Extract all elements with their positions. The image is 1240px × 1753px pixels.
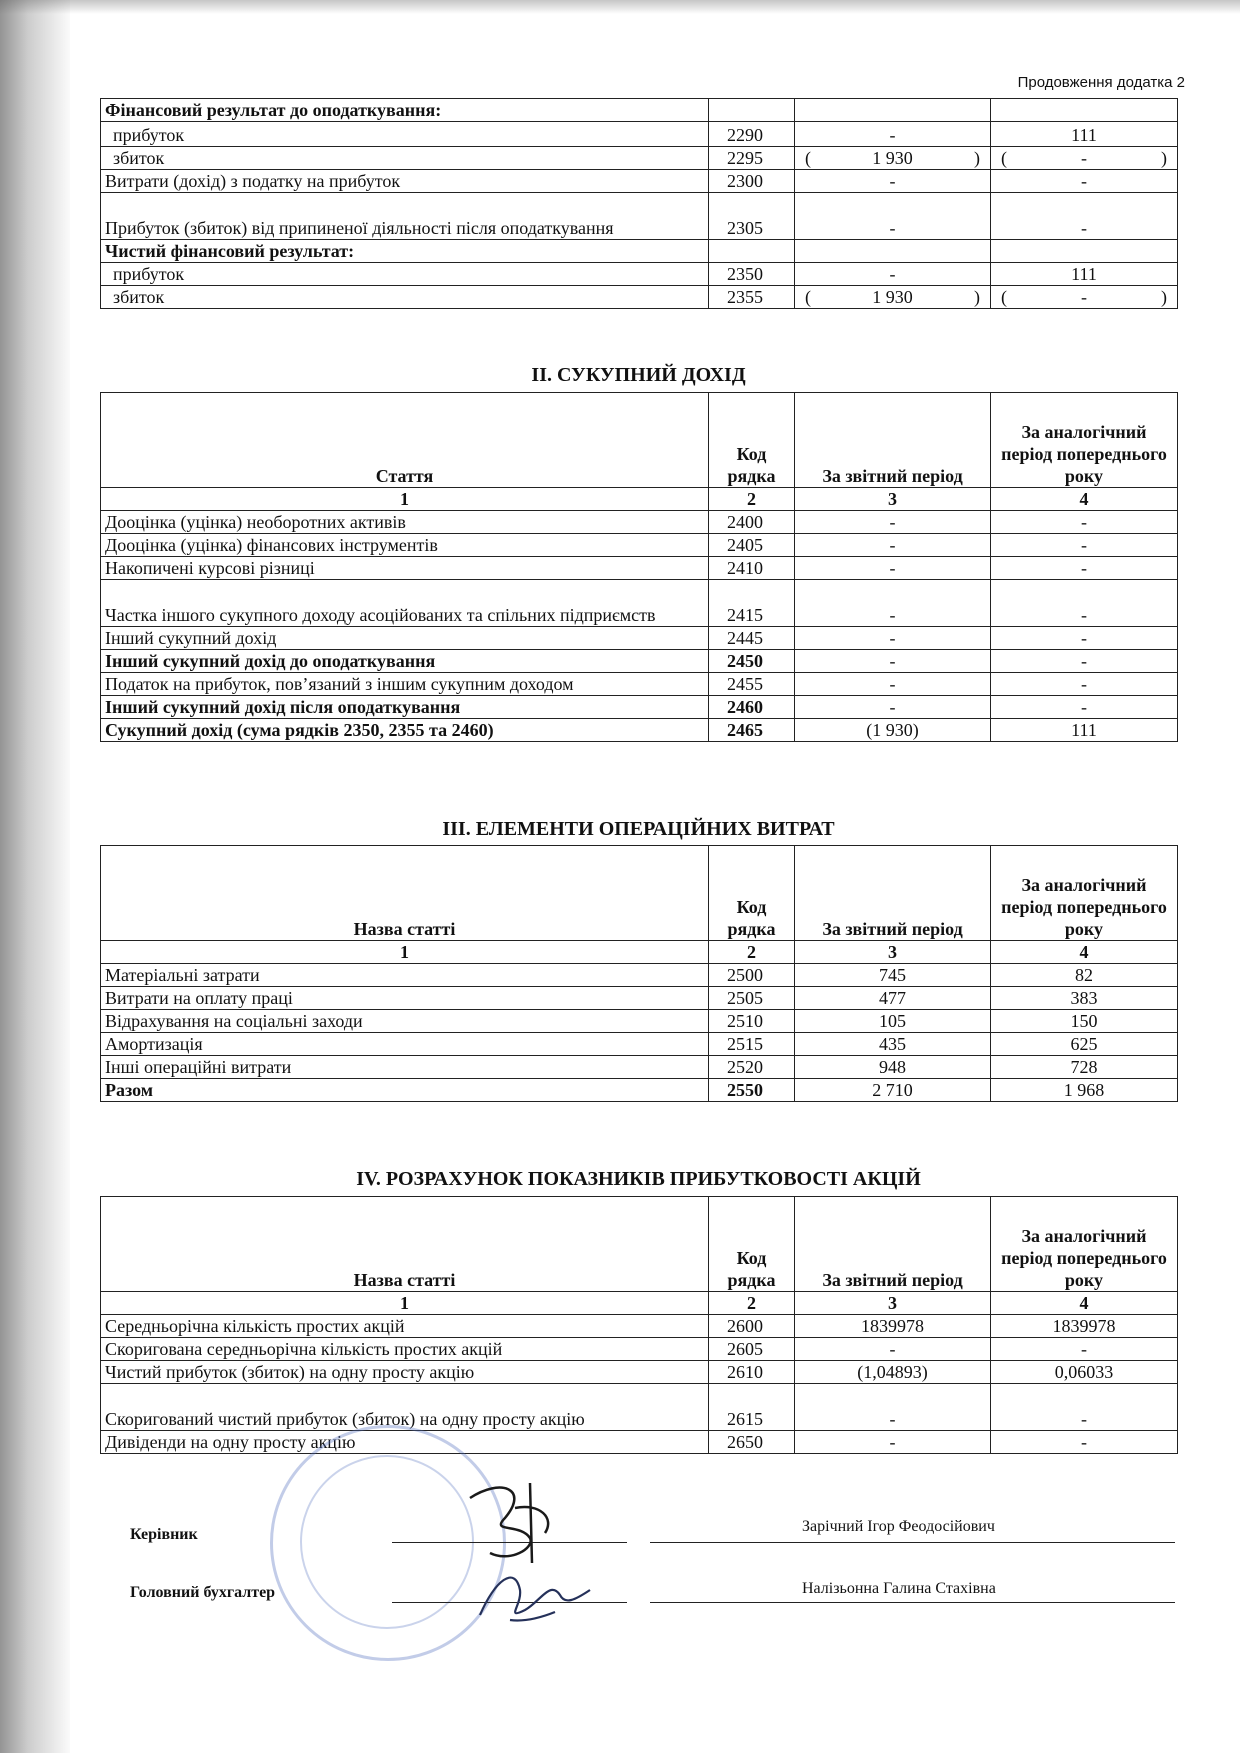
director-signature xyxy=(460,1478,580,1568)
row-label: збиток xyxy=(101,286,709,309)
header-row xyxy=(101,393,1178,488)
row-previous-value: 150 xyxy=(991,1010,1178,1033)
row-label: Витрати (дохід) з податку на прибуток xyxy=(101,170,709,193)
row-code: 2600 xyxy=(709,1315,795,1338)
director-name-line xyxy=(650,1542,1175,1543)
row-label: Податок на прибуток, пов’язаний з іншим сукупним доходом xyxy=(101,673,709,696)
table-row xyxy=(101,193,1178,240)
table-row xyxy=(101,1361,1178,1384)
column-number: 3 xyxy=(795,941,991,964)
row-code: 2465 xyxy=(709,719,795,742)
table-row xyxy=(101,1056,1178,1079)
director-name: Зарічний Ігор Феодосійович xyxy=(802,1518,995,1535)
row-current-value: - xyxy=(795,1431,991,1454)
row-code xyxy=(709,99,795,122)
table-row xyxy=(101,1338,1178,1361)
header-row xyxy=(101,1197,1178,1292)
row-label: Інший сукупний дохід після оподаткування xyxy=(101,696,709,719)
accountant-signature xyxy=(470,1560,600,1630)
row-previous-value: - xyxy=(991,650,1178,673)
row-label: Матеріальні затрати xyxy=(101,964,709,987)
row-current-value: 745 xyxy=(795,964,991,987)
row-code: 2520 xyxy=(709,1056,795,1079)
header-previous-period: За аналогічний період попереднього року xyxy=(991,846,1178,941)
accountant-label: Головний бухгалтер xyxy=(130,1584,276,1601)
row-label: Дооцінка (уцінка) фінансових інструментів xyxy=(101,534,709,557)
column-number: 3 xyxy=(795,1292,991,1315)
row-previous-value xyxy=(991,240,1178,263)
table-row xyxy=(101,987,1178,1010)
row-label: Витрати на оплату праці xyxy=(101,987,709,1010)
row-code: 2515 xyxy=(709,1033,795,1056)
column-number: 4 xyxy=(991,1292,1178,1315)
row-code: 2410 xyxy=(709,557,795,580)
table-row xyxy=(101,719,1178,742)
comprehensive-income-table xyxy=(100,392,1178,742)
row-previous-value: 625 xyxy=(991,1033,1178,1056)
column-number: 2 xyxy=(709,941,795,964)
header-label: Назва статті xyxy=(101,846,709,941)
row-previous-value: - xyxy=(991,1384,1178,1431)
row-previous-value: - xyxy=(991,1431,1178,1454)
row-label: Накопичені курсові різниці xyxy=(101,557,709,580)
row-code: 2300 xyxy=(709,170,795,193)
row-label: Сукупний дохід (сума рядків 2350, 2355 та 2460) xyxy=(101,719,709,742)
financial-result-table xyxy=(100,98,1178,309)
row-code: 2650 xyxy=(709,1431,795,1454)
column-number: 1 xyxy=(101,1292,709,1315)
continuation-note: Продовження додатка 2 xyxy=(1017,74,1185,91)
row-current-value: - xyxy=(795,170,991,193)
row-previous-value: - xyxy=(991,673,1178,696)
row-current-value: - xyxy=(795,557,991,580)
row-current-value xyxy=(795,99,991,122)
row-code: 2460 xyxy=(709,696,795,719)
row-previous-value: - xyxy=(991,170,1178,193)
accountant-name-line xyxy=(650,1602,1175,1603)
table-row xyxy=(101,99,1178,122)
scan-shadow-left xyxy=(0,0,70,1753)
column-number: 2 xyxy=(709,1292,795,1315)
header-current-period: За звітний період xyxy=(795,846,991,941)
table-row xyxy=(101,263,1178,286)
row-current-value: - xyxy=(795,627,991,650)
column-number-row xyxy=(101,488,1178,511)
row-previous-value: ( - ) xyxy=(991,147,1178,170)
table-row xyxy=(101,557,1178,580)
row-previous-value: 1839978 xyxy=(991,1315,1178,1338)
row-previous-value: 728 xyxy=(991,1056,1178,1079)
row-current-value: ( 1 930 ) xyxy=(795,286,991,309)
table-row xyxy=(101,147,1178,170)
row-label: Амортизація xyxy=(101,1033,709,1056)
header-code: Код рядка xyxy=(709,1197,795,1292)
row-code: 2295 xyxy=(709,147,795,170)
row-previous-value: - xyxy=(991,1338,1178,1361)
row-code: 2400 xyxy=(709,511,795,534)
table-row xyxy=(101,1384,1178,1431)
row-code: 2510 xyxy=(709,1010,795,1033)
table-row xyxy=(101,627,1178,650)
header-current-period: За звітний період xyxy=(795,393,991,488)
row-code: 2350 xyxy=(709,263,795,286)
column-number-row xyxy=(101,941,1178,964)
row-label: Відрахування на соціальні заходи xyxy=(101,1010,709,1033)
table-row xyxy=(101,1431,1178,1454)
row-label: Дивіденди на одну просту акцію xyxy=(101,1431,709,1454)
header-label: Стаття xyxy=(101,393,709,488)
row-code: 2355 xyxy=(709,286,795,309)
table-row xyxy=(101,170,1178,193)
row-current-value: 948 xyxy=(795,1056,991,1079)
row-label: Скоригований чистий прибуток (збиток) на одну просту акцію xyxy=(101,1384,709,1431)
row-current-value: - xyxy=(795,696,991,719)
row-current-value: - xyxy=(795,193,991,240)
header-code: Код рядка xyxy=(709,846,795,941)
row-label: прибуток xyxy=(101,122,709,147)
row-label: Інші операційні витрати xyxy=(101,1056,709,1079)
table-row xyxy=(101,511,1178,534)
column-number: 4 xyxy=(991,488,1178,511)
accountant-name: Налізьонна Галина Стахівна xyxy=(802,1580,996,1597)
director-label: Керівник xyxy=(130,1526,198,1543)
row-label: Інший сукупний дохід до оподаткування xyxy=(101,650,709,673)
table-row xyxy=(101,1010,1178,1033)
header-label: Назва статті xyxy=(101,1197,709,1292)
row-current-value: - xyxy=(795,1338,991,1361)
row-current-value: - xyxy=(795,511,991,534)
row-label: Разом xyxy=(101,1079,709,1102)
row-current-value: (1,04893) xyxy=(795,1361,991,1384)
column-number-row xyxy=(101,1292,1178,1315)
share-profitability-table xyxy=(100,1196,1178,1454)
table-row xyxy=(101,964,1178,987)
row-previous-value: 111 xyxy=(991,122,1178,147)
header-previous-period: За аналогічний період попереднього року xyxy=(991,393,1178,488)
row-current-value: - xyxy=(795,534,991,557)
table-row xyxy=(101,696,1178,719)
row-label: Середньорічна кількість простих акцій xyxy=(101,1315,709,1338)
row-previous-value: 111 xyxy=(991,263,1178,286)
row-previous-value: ( - ) xyxy=(991,286,1178,309)
row-code: 2455 xyxy=(709,673,795,696)
row-current-text: 1 930 xyxy=(872,287,913,307)
row-previous-value: - xyxy=(991,511,1178,534)
row-previous-value: - xyxy=(991,580,1178,627)
row-previous-value: - xyxy=(991,696,1178,719)
row-code: 2445 xyxy=(709,627,795,650)
row-previous-value: 1 968 xyxy=(991,1079,1178,1102)
table-row xyxy=(101,240,1178,263)
row-label: збиток xyxy=(101,147,709,170)
table-row xyxy=(101,1079,1178,1102)
row-current-value: 2 710 xyxy=(795,1079,991,1102)
row-current-value: - xyxy=(795,263,991,286)
row-current-value: 477 xyxy=(795,987,991,1010)
row-code: 2500 xyxy=(709,964,795,987)
row-code: 2290 xyxy=(709,122,795,147)
row-code: 2450 xyxy=(709,650,795,673)
header-code: Код рядка xyxy=(709,393,795,488)
row-code: 2605 xyxy=(709,1338,795,1361)
row-previous-text: - xyxy=(1081,148,1087,168)
row-code: 2405 xyxy=(709,534,795,557)
row-label: Чистий прибуток (збиток) на одну просту акцію xyxy=(101,1361,709,1384)
table-row xyxy=(101,1315,1178,1338)
row-previous-value: - xyxy=(991,193,1178,240)
table-row xyxy=(101,650,1178,673)
row-label: Дооцінка (уцінка) необоротних активів xyxy=(101,511,709,534)
row-code: 2615 xyxy=(709,1384,795,1431)
row-code: 2550 xyxy=(709,1079,795,1102)
row-code: 2610 xyxy=(709,1361,795,1384)
section-4-title: IV. РОЗРАХУНОК ПОКАЗНИКІВ ПРИБУТКОВОСТІ АКЦІЙ xyxy=(356,1168,921,1190)
row-label: прибуток xyxy=(101,263,709,286)
section-3-title: III. ЕЛЕМЕНТИ ОПЕРАЦІЙНИХ ВИТРАТ xyxy=(442,818,835,840)
row-current-value: 1839978 xyxy=(795,1315,991,1338)
row-label: Чистий фінансовий результат: xyxy=(101,240,709,263)
table-row xyxy=(101,122,1178,147)
row-current-value: ( 1 930 ) xyxy=(795,147,991,170)
table-row xyxy=(101,286,1178,309)
header-row xyxy=(101,846,1178,941)
row-current-value: - xyxy=(795,580,991,627)
row-label: Інший сукупний дохід xyxy=(101,627,709,650)
row-current-value: - xyxy=(795,122,991,147)
row-current-value: 105 xyxy=(795,1010,991,1033)
table-row xyxy=(101,534,1178,557)
table-row xyxy=(101,1033,1178,1056)
row-previous-value xyxy=(991,99,1178,122)
header-current-period: За звітний період xyxy=(795,1197,991,1292)
section-2-title: II. СУКУПНИЙ ДОХІД xyxy=(531,364,746,386)
row-code: 2305 xyxy=(709,193,795,240)
row-code xyxy=(709,240,795,263)
row-previous-value: - xyxy=(991,534,1178,557)
row-previous-value: - xyxy=(991,627,1178,650)
row-current-value xyxy=(795,240,991,263)
row-current-value: - xyxy=(795,673,991,696)
row-previous-value: 0,06033 xyxy=(991,1361,1178,1384)
table-row xyxy=(101,580,1178,627)
operating-expenses-table xyxy=(100,845,1178,1102)
row-current-value: - xyxy=(795,650,991,673)
row-previous-value: 111 xyxy=(991,719,1178,742)
column-number: 3 xyxy=(795,488,991,511)
row-label: Скоригована середньорічна кількість простих акцій xyxy=(101,1338,709,1361)
row-current-text: 1 930 xyxy=(872,148,913,168)
row-previous-text: - xyxy=(1081,287,1087,307)
table-row xyxy=(101,673,1178,696)
row-code: 2415 xyxy=(709,580,795,627)
column-number: 2 xyxy=(709,488,795,511)
row-previous-value: - xyxy=(991,557,1178,580)
row-label: Прибуток (збиток) від припиненої діяльності після оподаткування xyxy=(101,193,709,240)
header-previous-period: За аналогічний період попереднього року xyxy=(991,1197,1178,1292)
scan-shadow-top xyxy=(0,0,1240,14)
row-previous-value: 383 xyxy=(991,987,1178,1010)
row-current-value: (1 930) xyxy=(795,719,991,742)
column-number: 1 xyxy=(101,488,709,511)
row-previous-value: 82 xyxy=(991,964,1178,987)
row-current-value: 435 xyxy=(795,1033,991,1056)
column-number: 4 xyxy=(991,941,1178,964)
row-label: Частка іншого сукупного доходу асоційованих та спільних підприємств xyxy=(101,580,709,627)
column-number: 1 xyxy=(101,941,709,964)
row-label: Фінансовий результат до оподаткування: xyxy=(101,99,709,122)
row-current-value: - xyxy=(795,1384,991,1431)
row-code: 2505 xyxy=(709,987,795,1010)
